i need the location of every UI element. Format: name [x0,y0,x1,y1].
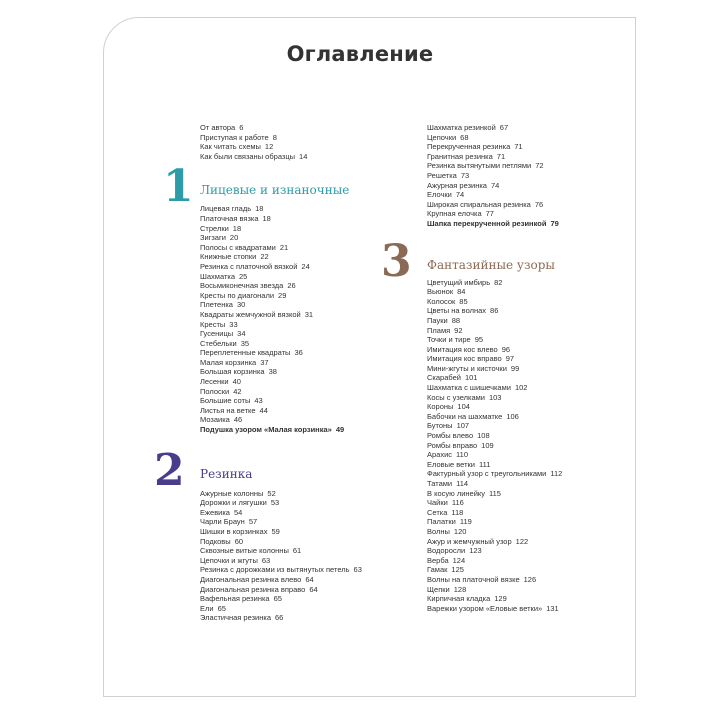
toc-entry-page: 115 [489,488,501,498]
toc-entry [200,133,410,143]
toc-entry [427,335,627,345]
toc-entry-page: 72 [535,161,544,171]
toc-entry-label: Цветущий имбирь [427,277,491,287]
toc-entry-label: Цепочки и жгуты [200,555,258,565]
toc-entry [200,537,410,547]
toc-entry-label: Шахматка [200,271,236,281]
toc-entry [200,291,410,301]
toc-entry-label: Книжные стопки [200,252,257,262]
toc-entry-label: Точки и тире [427,335,471,345]
toc-entry [200,377,410,387]
toc-entry [427,364,627,374]
toc-entry [427,460,627,470]
toc-entry-page: 22 [260,252,269,262]
toc-entry-page: 126 [523,574,537,584]
toc-entry-label: Пауки [427,315,448,325]
toc-entry-label: Водоросли [427,546,466,556]
section-number: 2 [154,444,185,496]
toc-entry-page: 128 [453,584,467,594]
toc-entry-page: 36 [294,348,303,358]
toc-entry-page: 34 [237,329,246,339]
toc-entry-page: 12 [264,142,274,152]
toc-entry-label: Гамак [427,565,448,575]
toc-entry-page: 18 [232,223,242,233]
toc-entry-label: Имитация кос вправо [427,354,502,364]
toc-column-left [154,123,410,623]
toc-entry [200,396,410,406]
section-title: Лицевые и изнаночные [200,183,350,198]
toc-entry [200,508,410,518]
toc-entry [200,233,410,243]
toc-entry-label: Ели [200,603,214,613]
toc-entry-page: 64 [309,584,318,594]
toc-entry-label: Имитация кос влево [427,344,498,354]
toc-entry-label: Колосок [427,296,456,306]
toc-entry-label: Татами [427,479,453,488]
toc-entry [427,469,627,479]
intro-list [200,123,410,161]
toc-entry [427,594,627,604]
toc-entry [427,200,627,210]
section-3-header [381,235,627,287]
toc-entry-label: Косы с узелками [427,392,485,402]
toc-entry-page: 31 [304,309,314,319]
toc-entry-page: 125 [451,565,464,575]
toc-entry-page: 43 [254,396,263,406]
toc-entry [427,152,627,162]
toc-entry [200,152,410,162]
toc-entry [427,383,627,393]
toc-entry-label: Чайки [427,498,448,508]
toc-entry-page: 26 [287,281,296,291]
toc-entry [427,479,627,489]
toc-entry [427,604,627,614]
toc-entry-page: 108 [477,431,490,441]
toc-entry-page: 37 [260,357,269,367]
toc-entry-page: 63 [353,565,362,575]
toc-entry [200,594,410,604]
toc-entry-page: 61 [292,546,302,556]
toc-entry-label: Ежевика [200,507,230,517]
toc-entry [427,171,627,181]
toc-entry [200,517,410,527]
toc-entry-page: 97 [505,354,515,364]
section-2-list [200,489,410,623]
toc-entry-label: Кирпичная кладка [427,594,491,604]
toc-entry-label: Полоски [200,386,230,396]
toc-entry [200,123,410,133]
toc-entry-page: 25 [239,271,248,281]
toc-entry-page: 46 [233,415,243,425]
toc-entry [427,326,627,336]
toc-entry [427,412,627,422]
toc-entry-label: Как читать схемы [200,142,261,152]
toc-entry-label: Ажурные колонны [200,488,264,498]
toc-entry-page: 118 [451,507,464,517]
toc-entry-page: 33 [229,319,238,329]
toc-entry [200,415,410,425]
toc-entry-page: 74 [490,180,500,190]
toc-entry-label: Шахматка резинкой [427,123,496,132]
toc-entry [427,441,627,451]
toc-entry-label: Пламя [427,325,451,335]
toc-entry-label: Диагональная резинка вправо [200,584,306,594]
toc-entry-label: Кресты по диагонали [200,290,275,300]
toc-entry-label: Верба [427,555,449,565]
toc-entry-page: 14 [299,151,308,161]
toc-entry-label: Гусеницы [200,329,234,339]
toc-entry-page: 18 [255,204,264,214]
toc-entry [427,585,627,595]
toc-entry [200,565,410,575]
toc-entry-label: Сквозные витые колонны [200,546,289,556]
toc-entry [427,373,627,383]
toc-entry-label: Сетка [427,507,448,517]
toc-entry-label: Большая корзинка [200,367,265,377]
toc-entry [200,224,410,234]
toc-entry-label: От автора [200,123,236,132]
toc-entry-page: 65 [217,603,226,613]
toc-entry-page: 6 [239,123,244,132]
toc-entry [200,575,410,585]
toc-entry-label: Щепки [427,584,450,594]
toc-entry-page: 92 [454,325,463,335]
toc-entry-page: 99 [510,363,520,373]
toc-entry-label: Платочная вязка [200,213,259,223]
toc-entry [427,306,627,316]
toc-entry [200,585,410,595]
toc-entry-page: 88 [451,315,461,325]
toc-entry-page: 95 [474,335,484,345]
toc-entry-label: Шапка перекрученной резинкой [427,218,547,228]
toc-entry [427,123,627,133]
toc-entry-page: 77 [485,209,494,219]
toc-entry [200,406,410,416]
toc-entry [200,339,410,349]
toc-entry [427,393,627,403]
toc-entry-page: 21 [279,242,289,252]
section-title: Фантазийные узоры [427,257,555,272]
toc-entry-page: 120 [453,526,467,536]
toc-entry-page: 71 [514,142,523,152]
toc-entry-label: Цепочки [427,132,457,142]
toc-entry-label: Волны на платочной вязке [427,574,520,584]
toc-entry [427,209,627,219]
toc-entry-page: 110 [456,450,469,460]
toc-entry-label: Решетка [427,170,457,180]
toc-entry-label: Ажурная резинка [427,180,487,190]
toc-entry [427,402,627,412]
toc-entry [200,214,410,224]
toc-entry-page: 103 [488,392,502,402]
toc-entry-label: Гранитная резинка [427,151,493,161]
toc-entry-page: 59 [271,527,280,536]
toc-entry [427,450,627,460]
toc-entry-label: Еловые ветки [427,459,475,469]
toc-entry-page: 71 [496,151,506,161]
toc-entry [200,527,410,537]
toc-entry [200,281,410,291]
toc-entry [427,133,627,143]
toc-entry-page: 124 [452,555,466,565]
toc-entry-label: Диагональная резинка влево [200,574,302,584]
toc-entry-label: Эластичная резинка [200,613,271,623]
toc-entry-label: Плетенка [200,300,233,310]
toc-entry [427,297,627,307]
toc-entry-page: 63 [261,555,271,565]
toc-entry [200,613,410,623]
toc-entry [427,546,627,556]
toc-entry-label: Шахматка с шишечками [427,383,511,393]
toc-entry-label: Вьюнок [427,287,454,297]
toc-entry [200,320,410,330]
toc-entry-page: 18 [262,213,271,223]
toc-entry-page: 96 [501,344,511,354]
toc-entry-page: 129 [494,594,507,604]
toc-entry-label: Квадраты жемчужной вязкой [200,309,301,319]
section-1-list [200,204,410,434]
toc-entry-page: 29 [278,290,287,300]
toc-entry [427,287,627,297]
toc-entry [200,387,410,397]
toc-entry-page: 123 [469,546,482,556]
toc-entry-page: 131 [546,603,559,613]
toc-entry [427,142,627,152]
page-title: Оглавление [286,42,434,66]
toc-entry-page: 76 [534,199,544,209]
toc-entry [200,252,410,262]
toc-entry [200,498,410,508]
toc-entry [200,243,410,253]
toc-entry-label: Малая корзинка [200,357,257,367]
toc-entry-label: Ромбы вправо [427,440,478,450]
toc-entry-label: Дорожки и лягушки [200,498,267,508]
toc-entry-label: В косую линейку [427,488,486,498]
toc-entry-label: Подковы [200,536,231,546]
toc-entry-page: 30 [236,300,246,310]
toc-entry [427,489,627,499]
toc-entry [200,310,410,320]
toc-entry-page: 84 [457,287,466,297]
toc-entry-label: Варежки узором «Еловые ветки» [427,603,543,613]
toc-entry [200,358,410,368]
toc-entry-label: Бутоны [427,421,453,431]
toc-entry-page: 66 [275,613,284,623]
toc-entry-label: Фактурный узор с треугольниками [427,469,547,479]
toc-entry-page: 64 [305,574,314,584]
toc-entry [200,546,410,556]
toc-entry-page: 35 [240,338,250,348]
toc-entry-label: Мини-жгуты и кисточки [427,363,507,373]
toc-entry [427,517,627,527]
toc-entry [200,367,410,377]
toc-entry-label: Лицевая гладь [200,204,252,214]
toc-entry-label: Резинка вытянутыми петлями [427,161,532,171]
toc-entry-page: 74 [455,190,465,200]
toc-entry-label: Подушка узором «Малая корзинка» [200,425,332,435]
toc-entry-page: 82 [494,277,503,287]
toc-entry [427,181,627,191]
toc-entry-label: Перекрученная резинка [427,142,511,152]
toc-entry [200,348,410,358]
toc-entry-label: Листья на ветке [200,405,256,415]
toc-entry-label: Широкая спиральная резинка [427,199,531,209]
toc-entry [427,498,627,508]
toc-entry [427,537,627,547]
toc-entry [427,421,627,431]
toc-column-right [381,123,627,613]
toc-entry-page: 107 [456,421,470,431]
toc-entry [200,329,410,339]
toc-entry-label: Лесенки [200,377,229,387]
toc-entry-page: 109 [481,440,494,450]
toc-entry-label: Цветы на волнах [427,306,487,316]
toc-entry-page: 106 [506,411,519,421]
toc-entry [427,219,627,229]
toc-entry-label: Бабочки на шахматке [427,411,503,421]
toc-entry [427,161,627,171]
toc-entry [200,262,410,272]
toc-entry-page: 104 [457,402,470,412]
toc-entry-page: 57 [248,517,258,527]
section-3-list [427,278,627,614]
toc-entry-page: 102 [514,383,528,393]
toc-entry-label: Полосы с квадратами [200,242,276,252]
toc-entry-label: Шишки в корзинках [200,527,268,536]
toc-entry-label: Скарабей [427,373,461,383]
toc-entry-label: Кресты [200,319,226,329]
toc-entry-label: Стрелки [200,223,229,233]
toc-entry-page: 122 [515,536,529,546]
toc-entry-page: 101 [464,373,478,383]
section-number: 1 [163,161,194,213]
toc-entry-page: 44 [259,405,268,415]
toc-entry-label: Крупная елочка [427,209,482,219]
toc-entry-page: 60 [234,536,244,546]
toc-entry [427,556,627,566]
toc-entry-label: Переплетенные квадраты [200,348,291,358]
toc-entry-page: 54 [233,507,243,517]
toc-entry-page: 38 [268,367,277,377]
toc-entry [427,527,627,537]
toc-entry-label: Резинка с платочной вязкой [200,261,298,271]
section-title: Резинка [200,466,253,481]
toc-entry-page: 42 [233,386,242,396]
toc-entry-label: Зигзаги [200,233,226,243]
toc-entry-page: 49 [335,425,345,435]
toc-entry-page: 73 [460,170,470,180]
toc-entry-page: 67 [499,123,509,132]
toc-entry-page: 119 [459,517,472,527]
toc-entry-label: Ромбы влево [427,431,474,441]
toc-entry-label: Резинка с дорожками из вытянутых петель [200,565,350,575]
toc-entry [200,142,410,152]
toc-entry-page: 53 [270,498,280,508]
toc-entry-label: Большие соты [200,396,251,406]
toc-entry [200,604,410,614]
toc-entry [200,556,410,566]
toc-entry [427,190,627,200]
toc-entry [427,565,627,575]
toc-entry-page: 20 [229,233,239,243]
toc-entry-label: Арахис [427,450,453,460]
toc-entry [427,316,627,326]
toc-entry-page: 52 [267,488,276,498]
toc-entry-label: Чарли Браун [200,517,245,527]
toc-entry-label: Елочки [427,190,452,200]
toc-entry-page: 79 [550,218,559,228]
toc-entry-label: Как были связаны образцы [200,151,296,161]
toc-entry-page: 111 [479,459,491,469]
toc-entry-page: 8 [272,132,277,142]
section-number: 3 [381,235,412,287]
toc-entry [427,575,627,585]
toc-entry-page: 65 [273,594,282,604]
toc-entry-label: Стебельки [200,338,237,348]
toc-entry-page: 114 [456,479,469,488]
toc-entry [427,508,627,518]
toc-entry [427,345,627,355]
toc-entry-page: 85 [459,296,468,306]
toc-entry [200,425,410,435]
toc-entry-label: Палатки [427,517,456,527]
toc-entry-page: 86 [490,306,499,316]
toc-entry [427,354,627,364]
toc-entry-page: 116 [451,498,464,508]
toc-entry-page: 40 [232,377,241,387]
toc-entry [200,300,410,310]
toc-entry-page: 24 [301,261,310,271]
toc-entry-page: 68 [460,132,469,142]
toc-entry-label: Короны [427,402,454,412]
toc-entry-label: Ажур и жемчужный узор [427,536,512,546]
toc-entry-label: Восьмиконечная звезда [200,281,284,291]
section-2-continued-list [427,123,627,229]
toc-entry-label: Вафельная резинка [200,594,270,604]
toc-entry-page: 112 [550,469,563,479]
toc-entry [200,272,410,282]
toc-entry-label: Волны [427,526,450,536]
toc-entry-label: Мозаика [200,415,230,425]
toc-entry-label: Приступая к работе [200,132,269,142]
toc-entry [427,431,627,441]
